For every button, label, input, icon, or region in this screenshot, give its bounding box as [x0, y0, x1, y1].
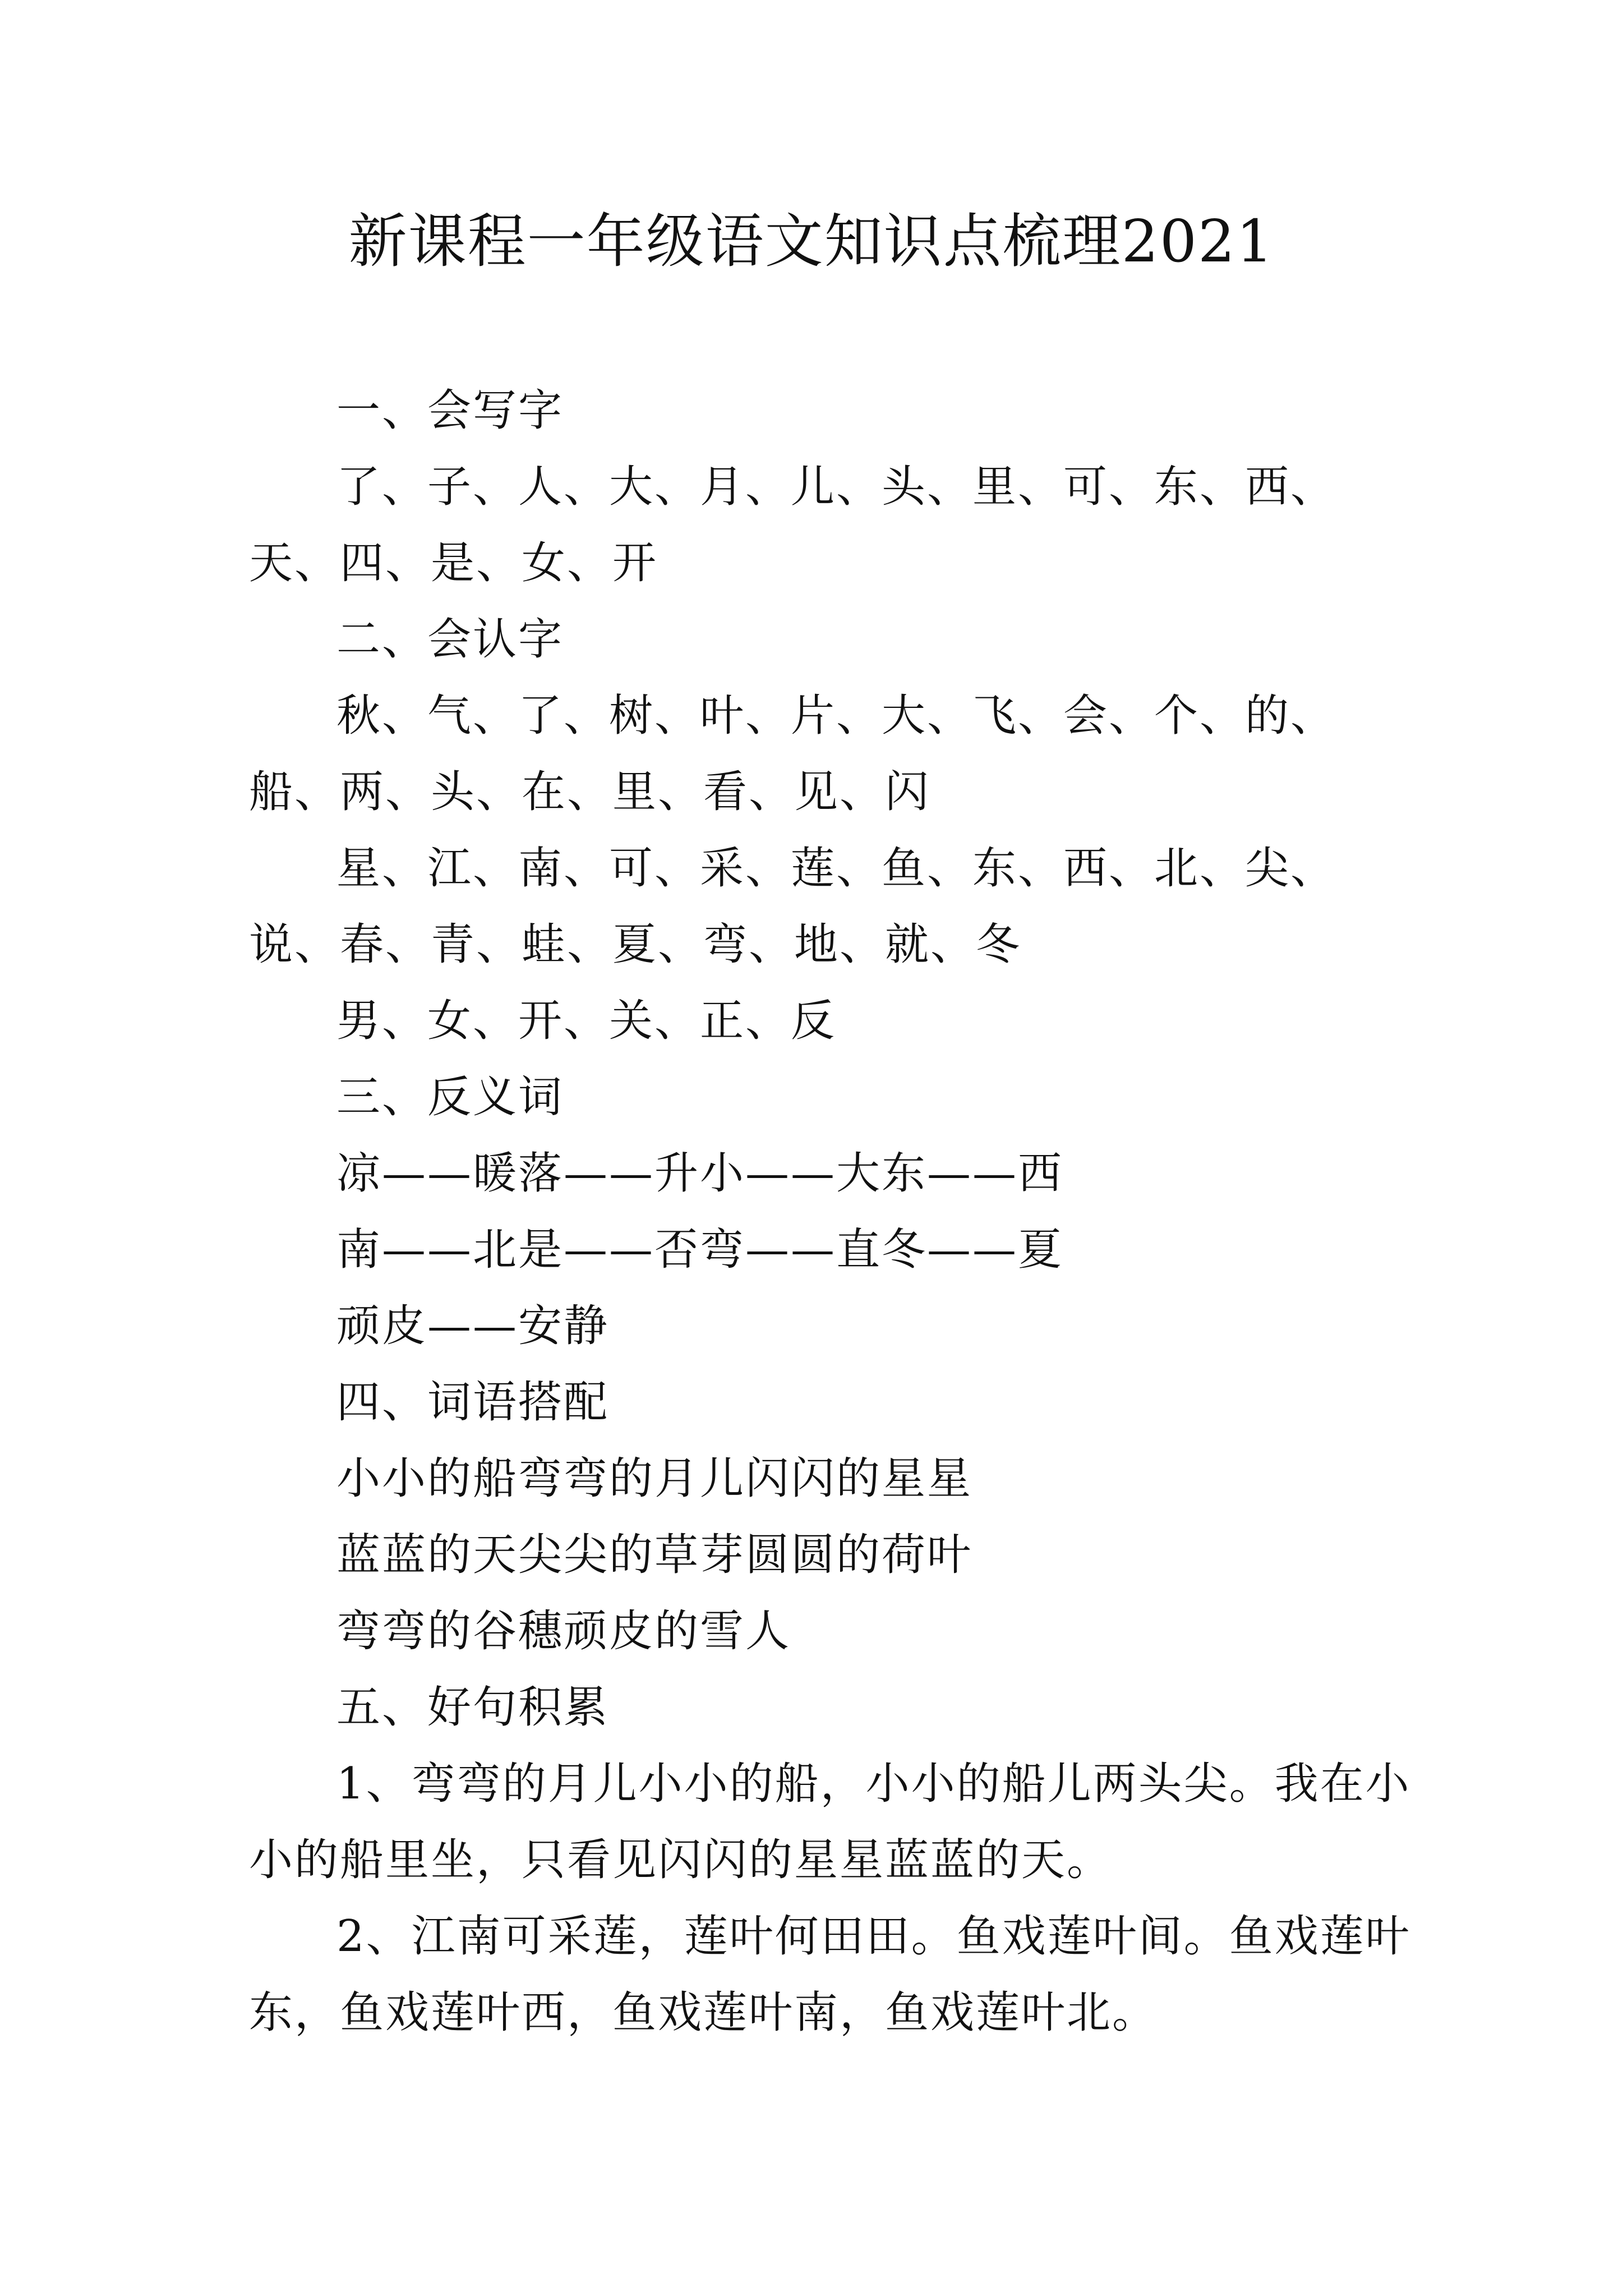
- section-heading-word-pairing: 四、词语搭配: [336, 1377, 610, 1428]
- section-heading-good-sentences: 五、好句积累: [336, 1682, 610, 1733]
- recognition-characters-list-2: 星、江、南、可、采、莲、鱼、东、西、北、尖、说、春、青、蛙、夏、弯、地、就、冬: [249, 843, 1336, 970]
- antonyms-line-3: 顽皮——安静: [336, 1301, 610, 1351]
- word-pairing-line-1: 小小的船弯弯的月儿闪闪的星星: [336, 1453, 973, 1504]
- recognition-characters-list-3: 男、女、开、关、正、反: [336, 996, 837, 1046]
- antonyms-line-2: 南——北是——否弯——直冬——夏: [336, 1225, 1064, 1275]
- section-heading-writing-characters: 一、会写字: [336, 385, 564, 436]
- antonyms-line-1: 凉——暖落——升小——大东——西: [336, 1148, 1064, 1199]
- good-sentence-1: 1、弯弯的月儿小小的船，小小的船儿两头尖。我在小小的船里坐，只看见闪闪的星星蓝蓝的天。: [249, 1759, 1411, 1885]
- section-heading-recognition-characters: 二、会认字: [336, 614, 564, 665]
- document-body: [249, 372, 1415, 2051]
- section-heading-antonyms: 三、反义词: [336, 1072, 564, 1122]
- recognition-characters-list-1: 秋、气、了、树、叶、片、大、飞、会、个、的、船、两、头、在、里、看、见、闪: [249, 691, 1336, 817]
- word-pairing-line-3: 弯弯的谷穗顽皮的雪人: [336, 1606, 791, 1657]
- writing-characters-list: 了、子、人、大、月、儿、头、里、可、东、西、天、四、是、女、开: [249, 462, 1336, 588]
- good-sentence-2: 2、江南可采莲，莲叶何田田。鱼戏莲叶间。鱼戏莲叶东，鱼戏莲叶西，鱼戏莲叶南，鱼戏莲叶北。: [249, 1911, 1411, 2038]
- document-title: 新课程一年级语文知识点梳理2021: [348, 207, 1275, 275]
- word-pairing-line-2: 蓝蓝的天尖尖的草芽圆圆的荷叶: [336, 1530, 973, 1580]
